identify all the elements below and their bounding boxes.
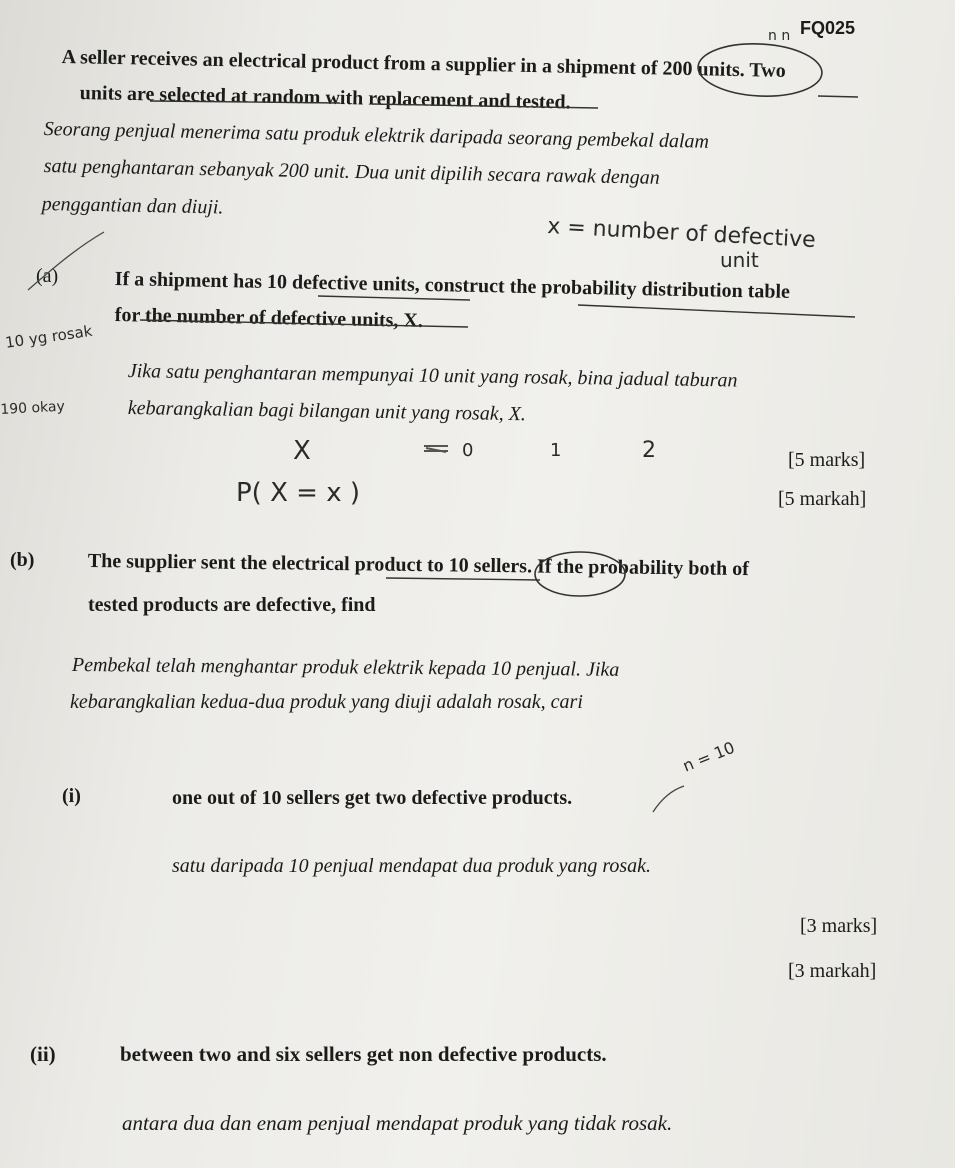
part-b-ii-en: between two and six sellers get non defective products.	[120, 1042, 607, 1066]
intro-en-line2: units are selected at random with replacement and tested.	[79, 82, 571, 114]
part-b-en-line1: The supplier sent the electrical product to 10 sellers. If the probability both of	[87, 550, 750, 581]
part-b-ms-line2: kebarangkalian kedua-dua produk yang diuji adalah rosak, cari	[70, 691, 583, 713]
part-a-en-line2: for the number of defective units, X.	[114, 304, 424, 332]
marks-ms-text: [5 markah]	[778, 488, 867, 510]
intro-ms-line1: Seorang penjual menerima satu produk elektrik daripada seorang pembekal dalam	[43, 118, 710, 153]
part-b-ms-line1: Pembekal telah menghantar produk elektrik kepada 10 penjual. Jika	[71, 654, 620, 681]
part-b-i-label: (i)	[62, 785, 81, 807]
handwritten-table-v2: 2	[642, 438, 656, 463]
part-a-label: (a)	[36, 265, 59, 287]
part-a-en-line1: If a shipment has 10 defective units, construct the probability distribution table	[114, 268, 791, 303]
part-b-ii-label: (ii)	[30, 1042, 56, 1066]
part-b-i-marks-ms: [3 markah]	[788, 960, 877, 982]
part-b-en-line2: tested products are defective, find	[88, 594, 376, 616]
part-b-ii-ms: antara dua dan enam penjual mendapat produk yang tidak rosak.	[122, 1111, 673, 1135]
handwritten-x-definition-2: unit	[720, 248, 759, 272]
question-code: FQ025	[800, 18, 856, 38]
part-b-i-en: one out of 10 sellers get two defective products.	[172, 787, 573, 809]
part-b-i-ms: satu daripada 10 penjual mendapat dua produk yang rosak.	[172, 855, 652, 877]
part-a-ms-line1: Jika satu penghantaran mempunyai 10 unit yang rosak, bina jadual taburan	[127, 360, 738, 392]
intro-ms-line3: penggantian dan diuji.	[41, 193, 224, 219]
part-a-marks-ms	[778, 488, 866, 511]
handwritten-margin-2: 190 okay	[0, 398, 66, 418]
handwritten-table-x: X	[293, 436, 311, 466]
handwritten-table-v0: 0	[462, 440, 474, 461]
part-b-label: (b)	[10, 549, 35, 571]
handwritten-x-definition-1: x = number of defective	[546, 214, 817, 254]
intro-en-line1: A seller receives an electrical product from a supplier in a shipment of 200 units. Two	[61, 46, 786, 82]
part-a-ms-line2: kebarangkalian bagi bilangan unit yang rosak, X.	[127, 397, 527, 426]
handwritten-n-equals: n = 10	[680, 737, 738, 776]
marks-en-text: [5 marks]	[788, 449, 866, 471]
part-a-marks-en	[788, 449, 865, 472]
intro-ms-line2: satu penghantaran sebanyak 200 unit. Dua unit dipilih secara rawak dengan	[43, 155, 660, 189]
handwritten-margin-1: 10 yg rosak	[4, 321, 94, 352]
handwritten-table-v1: 1	[550, 440, 562, 461]
part-b-i-marks-en: [3 marks]	[800, 915, 878, 937]
handwritten-table-p: P( X = x )	[236, 478, 361, 508]
handwritten-n-note: n n	[768, 28, 791, 44]
